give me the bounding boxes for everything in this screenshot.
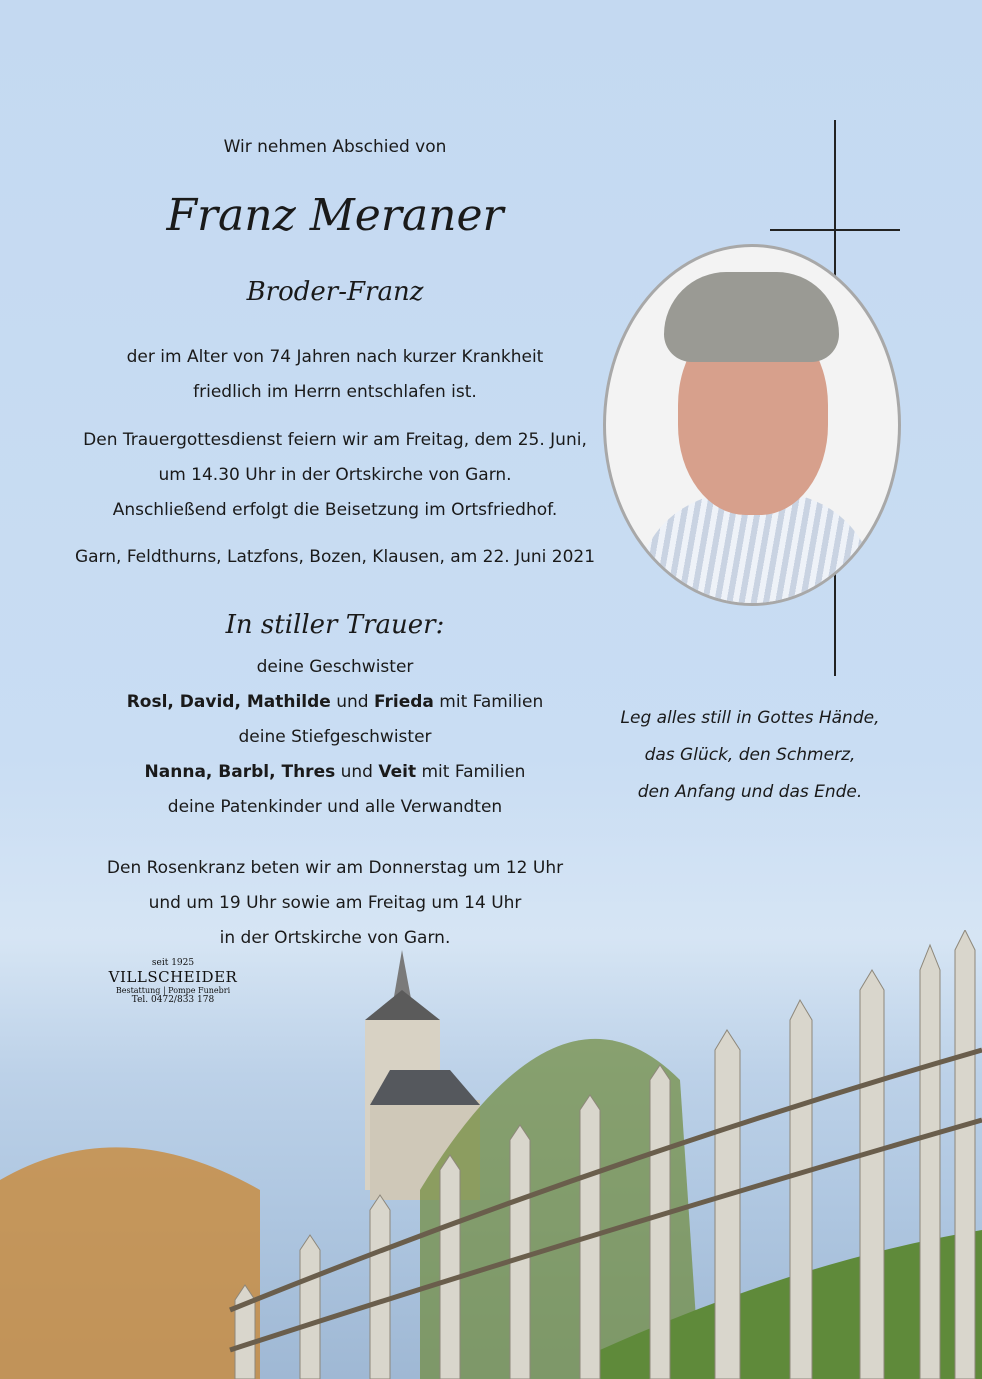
funeral-home-logo: seit 1925 VILLSCHEIDER Bestattung | Pompe Funebri Tel. 0472/833 178 [108, 958, 238, 1005]
intro-text: Wir nehmen Abschied von [223, 137, 447, 157]
mourning-heading: In stiller Trauer: [225, 610, 445, 640]
cross-bar [770, 229, 900, 231]
death-text: der im Alter von 74 Jahren nach kurzer Krankheit friedlich im Herrn entschlafen ist. [126, 347, 544, 402]
mourners-list: deine Geschwister Rosl, David, Mathilde und Frieda mit Familien deine Stiefgeschwister Nanna, Barbl, Thres und Veit mit Familien deine Patenkinder und alle Verwandten [126, 657, 544, 817]
funeral-text: Den Trauergottesdienst feiern wir am Freitag, dem 25. Juni, um 14.30 Uhr in der Ortskirche von Garn. Anschließend erfolgt die Beisetzung im Ortsfriedhof. [83, 430, 587, 520]
portrait-photo [603, 244, 901, 606]
deceased-name: Franz Meraner [166, 190, 504, 241]
nickname: Broder-Franz [246, 277, 424, 307]
rosary-text: Den Rosenkranz beten wir am Donnerstag um 12 Uhr und um 19 Uhr sowie am Freitag um 14 Uhr in der Ortskirche von Garn. [106, 858, 564, 948]
place-date: Garn, Feldthurns, Latzfons, Bozen, Klausen, am 22. Juni 2021 [74, 547, 596, 567]
quote: Leg alles still in Gottes Hände, das Glück, den Schmerz, den Anfang und das Ende. [620, 708, 880, 802]
